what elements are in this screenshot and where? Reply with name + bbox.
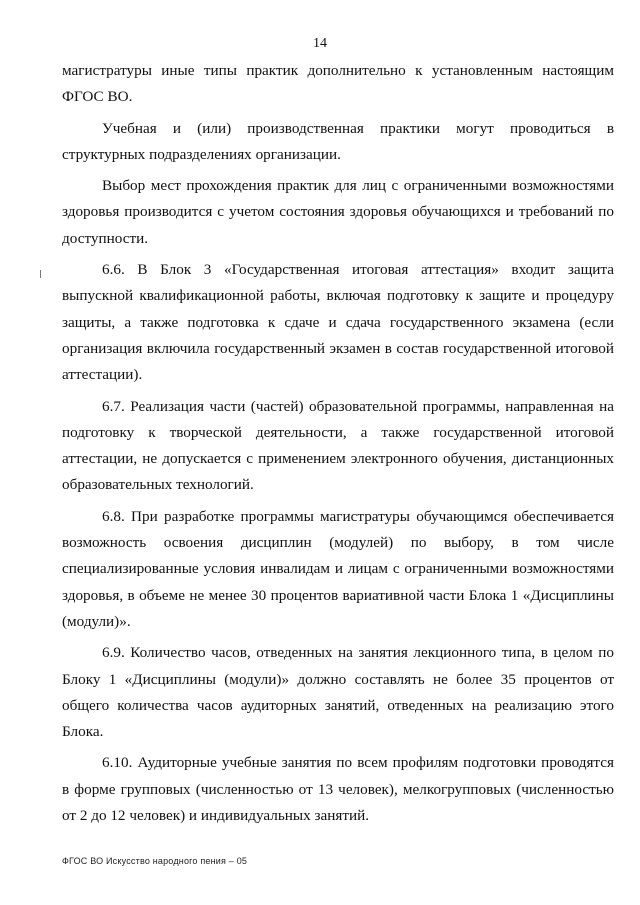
paragraph-6-8: 6.8. При разработке программы магистратуры обучающимся обеспечивается возможность освоения дисциплин (модулей) по выбору, в том числе специализированные условия инвалидам и лицам с ограниченными возможностями здоровья, в объеме не менее 30 процентов вариативной части Блока 1 «Дисциплины (модули)». <box>62 507 614 630</box>
paragraph-6-7: 6.7. Реализация части (частей) образовательной программы, направленная на подготовку к творческой деятельности, а также государственной итоговой аттестации, не допускается с применением электронного обучения, дистанционных образовательных технологий. <box>62 397 614 494</box>
paragraph-practice-units: Учебная и (или) производственная практики могут проводиться в структурных подразделениях организации. <box>62 119 614 163</box>
paragraph-6-6: 6.6. В Блок 3 «Государственная итоговая аттестация» входит защита выпускной квалификационной работы, включая подготовку к защите и процедуру защиты, а также подготовка к сдаче и сдача государственного экзамена (если организация включила государственный экзамен в состав государственной итоговой аттестации). <box>62 261 614 384</box>
scan-mark <box>40 270 41 278</box>
page-number: 14 <box>313 36 327 51</box>
paragraph-6-9: 6.9. Количество часов, отведенных на занятия лекционного типа, в целом по Блоку 1 «Дисциплины (модули)» должно составлять не более 35 процентов от общего количества часов аудиторных занятий, отведенных на реализацию этого Блока. <box>62 644 614 741</box>
paragraph-6-10: 6.10. Аудиторные учебные занятия по всем профилям подготовки проводятся в форме групповых (численностью от 13 человек), мелкогрупповых (численностью от 2 до 12 человек) и индивидуальных занятий. <box>62 754 614 825</box>
paragraph-practice-accessibility: Выбор мест прохождения практик для лиц с ограниченными возможностями здоровья производится с учетом состояния здоровья обучающихся и требований по доступности. <box>62 177 614 247</box>
paragraph-continuation: магистратуры иные типы практик дополнительно к установленным настоящим ФГОС ВО. <box>62 62 614 106</box>
document-body <box>62 58 614 829</box>
document-footer: ФГОС ВО Искусство народного пения – 05 <box>62 856 248 866</box>
